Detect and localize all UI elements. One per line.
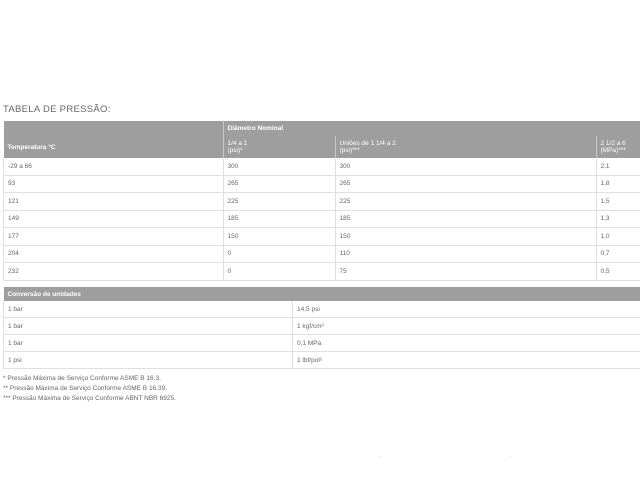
nominal-diameter-header: Diâmetro Nominal [223,121,640,136]
table-cell: 265 [335,175,596,193]
page-title: TABELA DE PRESSÃO: [3,104,111,115]
table-cell: 300 [335,158,596,175]
table-cell: 232 [4,263,224,281]
table-cell: 1 bar [4,318,293,335]
table-cell: 121 [4,193,224,211]
footnote: ** Pressão Máxima de Serviço Conforme ASME B 16.39. [3,385,168,392]
table-row [4,245,640,263]
table-row [4,263,640,281]
pressure-table-header-row [4,136,640,158]
conversion-table-header-row [4,287,640,301]
table-cell: 0,5 [596,263,640,281]
column-header-line: Uniões de 1 1/4 a 2 [339,140,396,147]
table-row [4,228,640,246]
table-cell: 204 [4,245,224,263]
table-cell: 93 [4,175,224,193]
footnote: *** Pressão Máxima de Serviço Conforme ABNT NBR 6925. [3,395,176,402]
conversion-table-header: Conversão de unidades [4,287,640,301]
table-row [4,335,640,352]
temperature-column-header: Temperatura °C [4,136,224,158]
table-cell: 1 psi [4,352,293,369]
table-cell: 1 bar [4,301,293,318]
table-cell: 14,5 psi [293,301,640,318]
table-cell: 265 [223,175,335,193]
table-cell: 1 bar [4,335,293,352]
table-row [4,318,640,335]
footnote: * Pressão Máxima de Serviço Conforme ASME B 16.3. [3,375,161,382]
table-cell: 150 [335,228,596,246]
column-header-unit: (MPa)*** [600,147,626,154]
table-cell: 225 [335,193,596,211]
table-row [4,193,640,211]
table-cell: 300 [223,158,335,175]
column-header-two-half-to-six [596,136,640,158]
table-row [4,158,640,175]
table-cell: 185 [335,210,596,228]
table-cell: 110 [335,245,596,263]
table-row [4,352,640,369]
table-row [4,301,640,318]
table-cell: 0 [223,263,335,281]
pressure-table-group-header-row [4,121,640,136]
table-cell: 75 [335,263,596,281]
table-row [4,175,640,193]
table-cell: 2,1 [596,158,640,175]
table-cell: 0,7 [596,245,640,263]
table-cell: 1 lbf/pol² [293,352,640,369]
table-cell: -29 a 66 [4,158,224,175]
table-cell: 0 [223,245,335,263]
table-cell: 150 [223,228,335,246]
conversion-table [3,287,640,369]
table-cell: 185 [223,210,335,228]
table-cell: 149 [4,210,224,228]
column-header-unit: (psi)* [227,147,243,154]
divider-dot [379,456,380,457]
divider-dot [509,456,510,457]
footnotes [3,374,176,404]
pressure-table [3,121,640,281]
table-cell: 0,1 MPa [293,335,640,352]
column-header-quarter-to-one [223,136,335,158]
column-header-line: 2 1/2 a 6 [600,140,626,147]
column-header-unit: (psi)*** [339,147,360,154]
table-cell: 1 kgf/cm² [293,318,640,335]
table-cell: 177 [4,228,224,246]
table-row [4,210,640,228]
table-cell: 225 [223,193,335,211]
column-header-line: 1/4 a 1 [227,140,248,147]
table-cell: 1,0 [596,228,640,246]
column-header-unions [335,136,596,158]
table-cell: 1,8 [596,175,640,193]
header-empty-cell [4,121,224,136]
table-cell: 1,3 [596,210,640,228]
table-cell: 1,5 [596,193,640,211]
